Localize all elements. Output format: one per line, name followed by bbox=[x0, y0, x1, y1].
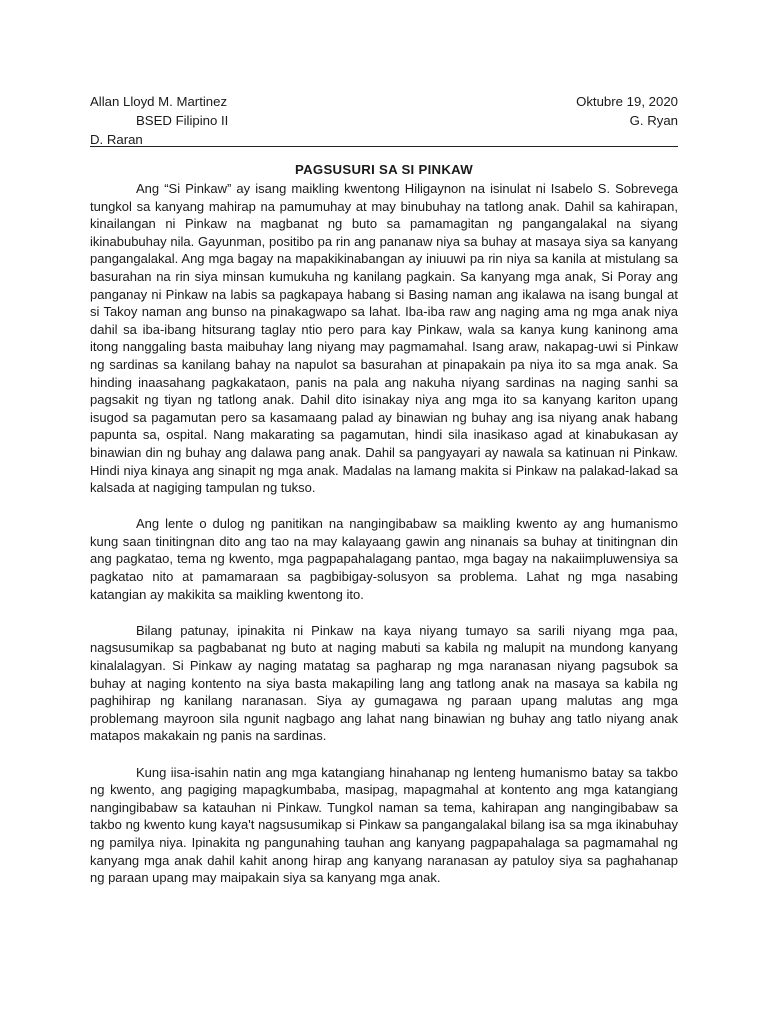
section-name: D. Raran bbox=[90, 132, 143, 147]
header-row-1 bbox=[90, 92, 678, 111]
paragraph: Kung iisa-isahin natin ang mga katangiang hinahanap ng lenteng humanismo batay sa takbo ng kwento, ang pagiging mapagkumbaba, masipag, mapagmahal at kontento ang mga katangiang nangingibabaw sa katauhan ni Pinkaw. Tungkol naman sa tema, kahirapan ang nangingibabaw sa takbo ng kwento kung kaya't nagsusumikap si Pinkaw sa pangangalakal bilang isa sa mga ikinabuhay ng pamilya niya. Ipinakita ng pangunahing tauhan ang kanyang pagpapahalaga sa pagmamahal ng kanyang mga anak dahil kahit anong hirap ang kanyang naranasan ay patuloy siya sa paghahanap ng paraan upang may maipakain siya sa kanyang mga anak. bbox=[90, 764, 678, 886]
header-row-2 bbox=[90, 111, 678, 130]
document-body bbox=[90, 180, 678, 905]
document-date: Oktubre 19, 2020 bbox=[576, 94, 678, 109]
paragraph: Ang “Si Pinkaw” ay isang maikling kwentong Hiligaynon na isinulat ni Isabelo S. Sobrevega tungkol sa kanyang mahirap na pamumuhay at may binubuhay na tatlong anak. Dahil sa kahirapan, kinailangan ni Pinkaw na magbanat ng buto sa pamamagitan ng pangangalakal na siyang ikinabubuhay nila. Gayunman, positibo pa rin ang pananaw niya sa buhay at masaya siya sa kanyang pangangalakal. Ang mga bagay na mapakikinabangan ay iniuuwi pa rin niya sa kanila at mistulang sa basurahan na rin siya minsan kumukuha ng kanilang pagkain. Sa kanyang mga anak, Si Poray ang panganay ni Pinkaw na labis sa pagkapaya habang si Basing naman ang ikalawa na isang bungal at si Takoy naman ang bunso na pinakagwapo sa lahat. Iba-iba raw ang naging ama ng mga anak niya dahil sa iba-ibang hitsurang taglay ntio pero para kay Pinkaw, wala sa kanya kung kaninong ama itong nanggaling basta maibuhay lang niyang may pagmamahal. Isang araw, nakapag-uwi si Pinkaw ng sardinas sa kanilang bahay na napulot sa basurahan at pinapakain pa niya ito sa mga anak. Sa hinding inaasahang pagkakataon, panis na pala ang nakuha niyang sardinas na naging sanhi sa pagsakit ng tiyan ng tatlong anak. Dahil dito isinakay niya ang mga ito sa kanyang kariton upang isugod sa pagamutan pero sa kasamaang palad ay binawian ng buhay ang isa niyang anak habang papunta sa, ospital. Nang makarating sa pagamutan, hindi sila inasikaso agad at kinabukasan ay binawian din ng buhay ang dalawa pang anak. Dahil sa pangyayari ay nawala sa katinuan ni Pinkaw. Hindi niya kinaya ang sinapit ng mga anak. Madalas na lamang makita si Pinkaw na palakad-lakad sa kalsada at nagiging tampulan ng tukso. bbox=[90, 181, 678, 496]
header-divider bbox=[90, 146, 678, 147]
document-header bbox=[90, 92, 678, 149]
course-name: BSED Filipino II bbox=[136, 113, 229, 128]
paragraph: Ang lente o dulog ng panitikan na nangingibabaw sa maikling kwento ay ang humanismo kung saan tinitingnan dito ang tao na may kalayaang gawin ang ninanais sa buhay at tinitingnan din ang pagkatao, tema ng kwento, mga pagpapahalagang pantao, mga bagay na nakaiimpluwensiya sa pagkatao nito at pamamaraan sa pagbibigay-solusyon sa problema. Lahat ng mga nasabing katangian ay makikita sa maikling kwentong ito. bbox=[90, 516, 678, 602]
paragraph: Bilang patunay, ipinakita ni Pinkaw na kaya niyang tumayo sa sarili niyang mga paa, nagsusumikap sa pagbabanat ng buto at naging mabuti sa kabila ng malupit na mundong kanyang kinalalagyan. Si Pinkaw ay naging matatag sa pagharap ng mga naranasan niyang pagsubok sa buhay at naging kontento na siya basta makapiling lang ang tatlong anak na masaya sa kabila ng paghihirap ng kanilang naranasan. Siya ay gumagawa ng paraan upang malutas ang mga problemang mayroon sila ngunit nagbago ang lahat nang binawian ng buhay ang tatlo niyang anak matapos makakain ng panis na sardinas. bbox=[90, 622, 678, 744]
instructor-name: G. Ryan bbox=[629, 113, 678, 128]
author-name: Allan Lloyd M. Martinez bbox=[90, 94, 228, 109]
document-title: PAGSUSURI SA SI PINKAW bbox=[294, 162, 474, 177]
